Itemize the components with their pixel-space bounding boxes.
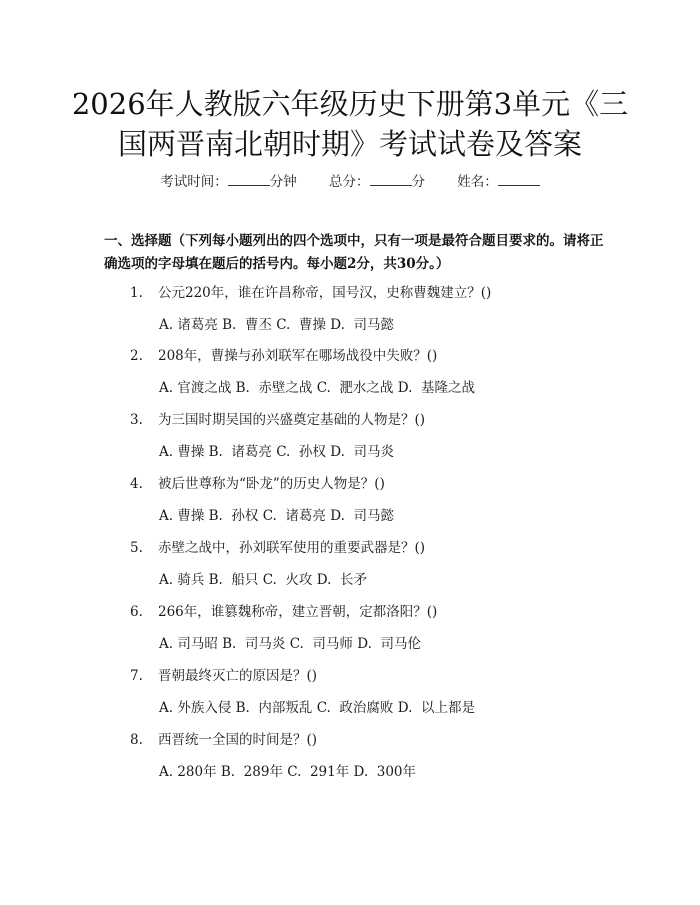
exam-time-label: 考试时间： xyxy=(160,174,228,190)
exam-time-field xyxy=(160,170,297,190)
question-text: 晋朝最终灭亡的原因是？() xyxy=(158,668,318,684)
title-line-2: 国两晋南北朝时期》考试试卷及答案 xyxy=(117,127,582,161)
question-8 xyxy=(130,730,630,750)
score-unit: 分 xyxy=(411,174,425,190)
question-4 xyxy=(130,474,630,494)
score-blank xyxy=(370,173,412,186)
question-number: 3. xyxy=(130,412,143,428)
question-text: 266年，谁篡魏称帝，建立晋朝，定都洛阳？() xyxy=(158,604,438,620)
question-number: 5. xyxy=(130,540,143,556)
exam-info-line xyxy=(0,170,700,190)
section-heading: 一、选择题（下列每小题列出的四个选项中，只有一项是最符合题目要求的。请将正确选项的字母填在题后的括号内。每小题2分，共30分。） xyxy=(104,233,604,272)
question-text: 208年，曹操与孙刘联军在哪场战役中失败？() xyxy=(158,348,438,364)
question-5-options: A. 骑兵 B. 船只 C. 火攻 D. 长矛 xyxy=(159,572,367,588)
question-number: 8. xyxy=(130,732,143,748)
title-line-1: 2026年人教版六年级历史下册第3单元《三 xyxy=(71,87,629,121)
question-number: 4. xyxy=(130,476,143,492)
question-6-options: A. 司马昭 B. 司马炎 C. 司马师 D. 司马伦 xyxy=(159,636,421,652)
question-3 xyxy=(130,410,630,430)
question-7-options: A. 外族入侵 B. 内部叛乱 C. 政治腐败 D. 以上都是 xyxy=(159,700,475,716)
question-6 xyxy=(130,602,630,622)
question-3-options: A. 曹操 B. 诸葛亮 C. 孙权 D. 司马炎 xyxy=(159,444,394,460)
name-label: 姓名： xyxy=(457,174,498,190)
question-number: 1. xyxy=(130,285,143,301)
question-2 xyxy=(130,346,630,366)
name-field xyxy=(457,170,540,190)
question-number: 2. xyxy=(130,348,143,364)
question-7 xyxy=(130,666,630,686)
question-number: 7. xyxy=(130,668,143,684)
question-text: 赤壁之战中，孙刘联军使用的重要武器是？() xyxy=(158,540,426,556)
question-text: 西晋统一全国的时间是？() xyxy=(158,732,318,748)
question-number: 6. xyxy=(130,604,143,620)
question-8-options: A. 280年 B. 289年 C. 291年 D. 300年 xyxy=(159,764,417,780)
score-label: 总分： xyxy=(329,174,370,190)
question-1-options: A. 诸葛亮 B. 曹丕 C. 曹操 D. 司马懿 xyxy=(159,317,394,333)
score-field xyxy=(329,170,425,190)
exam-time-unit: 分钟 xyxy=(269,174,297,190)
question-5 xyxy=(130,538,630,558)
question-text: 公元220年，谁在许昌称帝，国号汉，史称曹魏建立？() xyxy=(158,285,492,301)
question-text: 被后世尊称为“卧龙”的历史人物是？() xyxy=(158,476,385,492)
exam-time-blank xyxy=(228,173,270,186)
question-4-options: A. 曹操 B. 孙权 C. 诸葛亮 D. 司马懿 xyxy=(159,508,394,524)
question-1 xyxy=(130,283,630,303)
name-blank xyxy=(498,173,540,186)
document-title xyxy=(60,84,640,164)
question-2-options: A. 官渡之战 B. 赤壁之战 C. 淝水之战 D. 基隆之战 xyxy=(159,380,475,396)
question-text: 为三国时期吴国的兴盛奠定基础的人物是？() xyxy=(158,412,426,428)
